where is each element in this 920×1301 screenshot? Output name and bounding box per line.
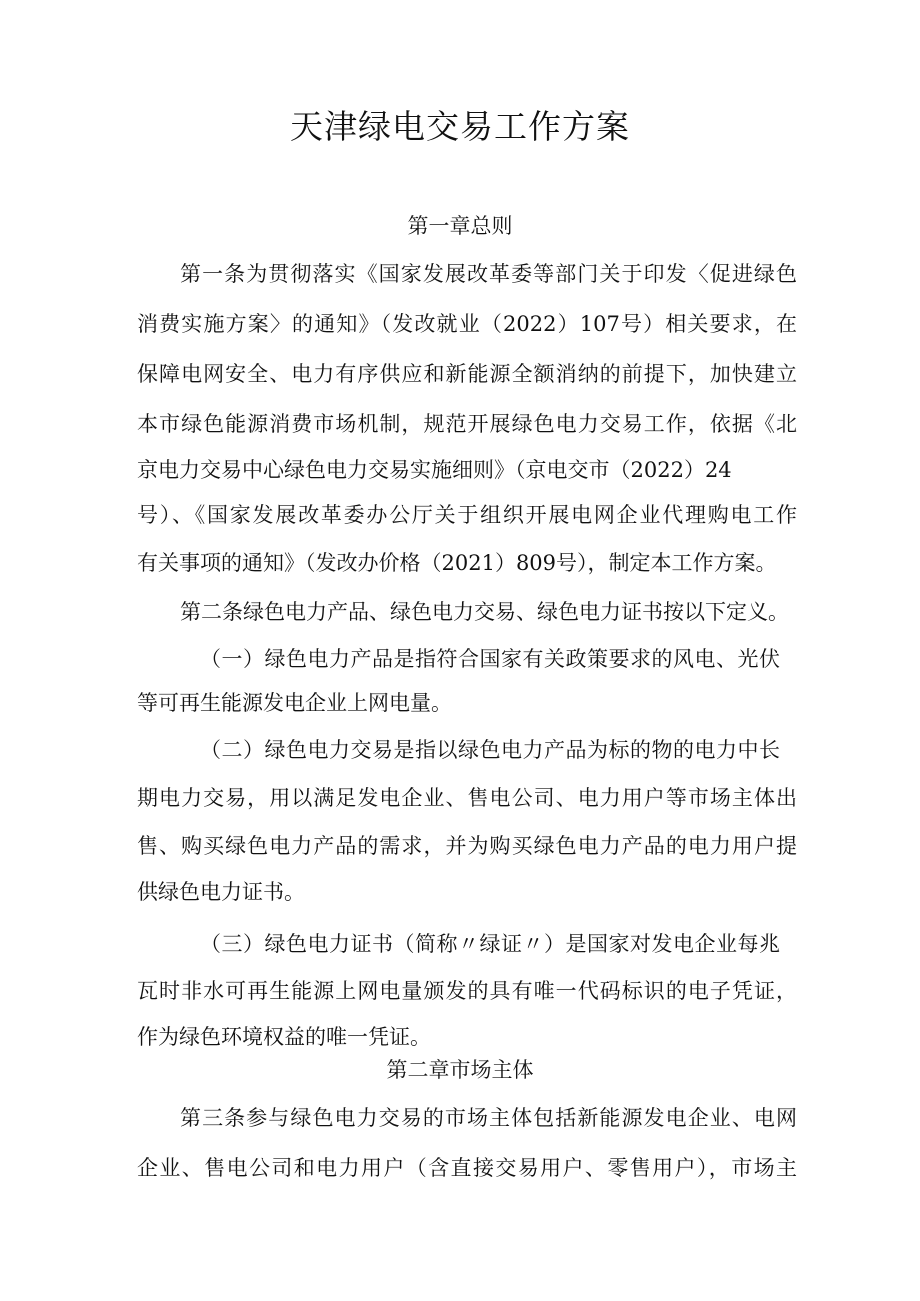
article-1-line-7: 有关事项的通知》（发改办价格（2021）809号），制定本工作方案。: [137, 551, 777, 575]
chapter-1-heading: 第一章总则: [407, 214, 513, 238]
chapter-2-heading: 第二章市场主体: [386, 1058, 534, 1082]
item-2-line-1: （二）绿色电力交易是指以绿色电力产品为标的物的电力中长: [200, 738, 780, 762]
item-3-line-3: 作为绿色环境权益的唯一凭证。: [137, 1025, 431, 1049]
article-1-line-2: 消费实施方案〉的通知》（发改就业（2022）107号）相关要求，在: [137, 312, 797, 336]
document-title: 天津绿电交易工作方案: [290, 107, 630, 146]
article-3-line-1: 第三条参与绿色电力交易的市场主体包括新能源发电企业、电网: [180, 1106, 797, 1130]
article-1-line-6: 号）、《国家发展改革委办公厅关于组织开展电网企业代理购电工作: [137, 503, 797, 527]
item-1-line-2: 等可再生能源发电企业上网电量。: [137, 691, 452, 715]
item-2-line-3: 售、购买绿色电力产品的需求，并为购买绿色电力产品的电力用户提: [137, 834, 797, 858]
item-3-line-1: （三）绿色电力证书（简称〃绿证〃）是国家对发电企业每兆: [200, 932, 780, 956]
article-1-line-3: 保障电网安全、电力有序供应和新能源全额消纳的前提下，加快建立: [137, 362, 797, 386]
item-2-line-4: 供绿色电力证书。: [137, 880, 305, 904]
article-2-line-1: 第二条绿色电力产品、绿色电力交易、绿色电力证书按以下定义。: [180, 600, 789, 624]
article-1-line-1: 第一条为贯彻落实《国家发展改革委等部门关于印发〈促进绿色: [180, 262, 797, 286]
article-1-line-5: 京电力交易中心绿色电力交易实施细则》（京电交市（2022）24: [137, 458, 732, 482]
item-1-line-1: （一）绿色电力产品是指符合国家有关政策要求的风电、光伏: [200, 647, 780, 671]
item-3-line-2: 瓦时非水可再生能源上网电量颁发的具有唯一代码标识的电子凭证，: [137, 979, 797, 1003]
item-2-line-2: 期电力交易，用以满足发电企业、售电公司、电力用户等市场主体出: [137, 786, 797, 810]
article-1-line-4: 本市绿色能源消费市场机制，规范开展绿色电力交易工作，依据《北: [137, 412, 797, 436]
article-3-line-2: 企业、售电公司和电力用户（含直接交易用户、零售用户），市场主: [137, 1156, 797, 1180]
